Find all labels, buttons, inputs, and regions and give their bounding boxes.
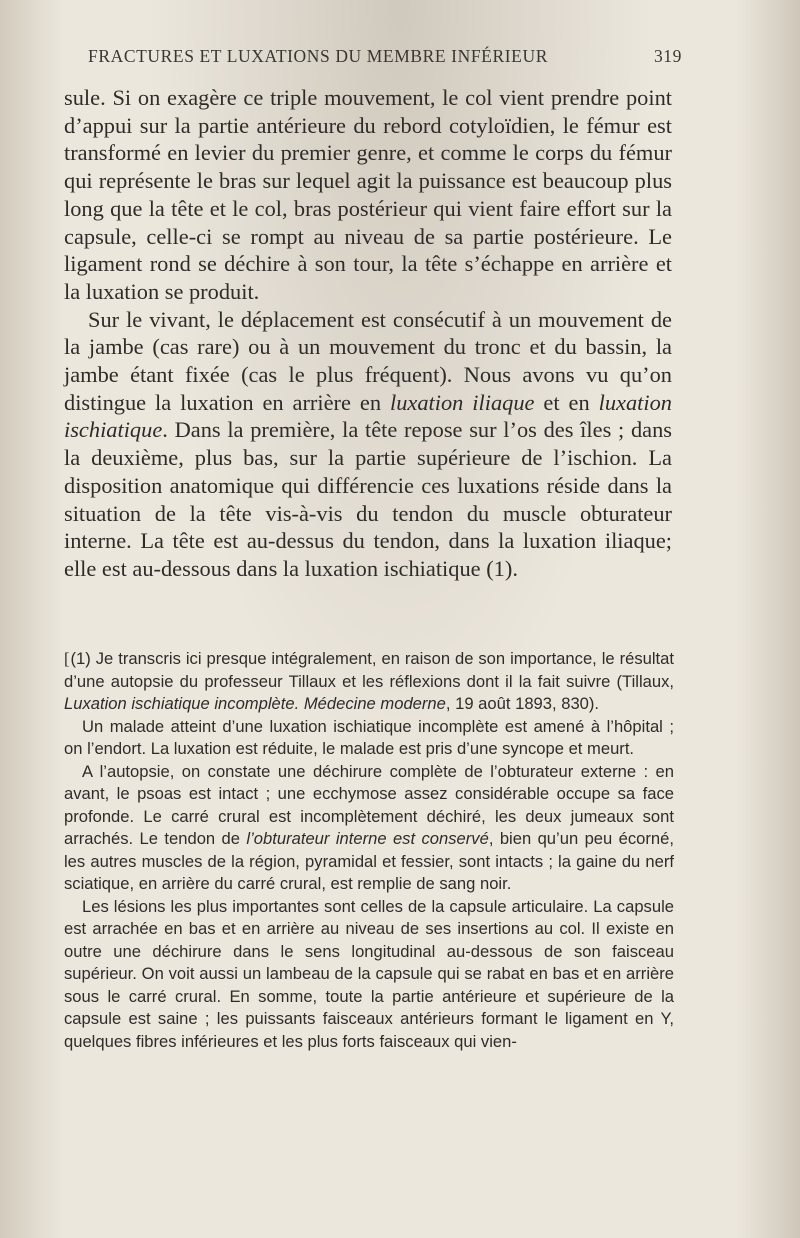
paragraph-2-part-b: et en [534, 389, 599, 415]
footnote-citation: Luxation ischiatique incomplète. Médecine moderne [64, 694, 446, 713]
footnote-paragraph-3 [64, 761, 674, 896]
footnote-1 [64, 648, 674, 716]
paragraph-2-part-c: . Dans la première, la tête repose sur l’os des îles ; dans la deuxième, plus bas, sur la partie supérieure de l’ischion. La disposition anatomique qui différencie ces luxations réside dans la situation de la tête vis-à-vis du tendon du muscle obturateur interne. La tête est au-dessus du tendon, dans la luxation iliaque; elle est au-dessous dans la luxation ischiatique (1). [64, 417, 672, 581]
footnote-3-part-b: , bien qu’un peu écorné, les autres muscles de la région, pyramidal et fessier, sont intacts ; la gaine du nerf sciatique, en arrière du carré crural, est remplie de sang noir. [64, 829, 674, 893]
paragraph-2-part-a: Sur le vivant, le déplacement est consécutif à un mouvement de la jambe (cas rare) ou à un mouvement du tronc et du bassin, la jambe étant fixée (cas le plus fréquent). Nous avons vu qu’on distingue la luxation en arrière en [64, 306, 672, 415]
footnote-bracket: [ [64, 649, 70, 668]
footnote-emphasis: l’obturateur interne est conservé [246, 829, 489, 848]
running-header [88, 46, 682, 67]
footnote-1-part-a: (1) Je transcris ici presque intégralement, en raison de son importance, le résultat d’une autopsie du professeur Tillaux et les réflexions dont il la fait suivre (Tillaux, [64, 649, 674, 691]
running-title: FRACTURES ET LUXATIONS DU MEMBRE INFÉRIEUR [88, 46, 548, 66]
paragraph-1: sule. Si on exagère ce triple mouvement, le col vient prendre point d’appui sur la partie antérieure du rebord cotyloïdien, le fémur est transformé en levier du premier genre, et comme le corps du fémur qui représente le bras sur lequel agit la puissance est beaucoup plus long que la tête et le col, bras postérieur qui vient faire effort sur la capsule, celle-ci se rompt au niveau de sa partie postérieure. Le ligament rond se déchire à son tour, la tête s’échappe en arrière et la luxation se produit. [64, 85, 672, 304]
footnote-1-part-b: , 19 août 1893, 830). [445, 694, 600, 713]
term-luxation-iliaque: luxation iliaque [389, 389, 535, 415]
main-text [64, 84, 672, 583]
page-number: 319 [653, 46, 682, 66]
paragraph-2 [64, 306, 672, 583]
footnote-block [64, 648, 674, 1053]
term-luxation-ischiatique: luxation ischiatique [64, 389, 672, 443]
footnote-3-part-a: A l’autopsie, on constate une déchirure complète de l’obturateur externe : en avant, le psoas est intact ; une ecchymose assez considérable occupe sa face profonde. Le carré crural est incomplètement déchiré, les deux jumeaux sont arrachés. Le tendon de [64, 761, 674, 848]
footnote-paragraph-4: Les lésions les plus importantes sont celles de la capsule articulaire. La capsule est arrachée en bas et en arrière au niveau de ses insertions au col. Il existe en outre une déchirure dans le sens longitudinal au-dessous de son faisceau supérieur. On voit aussi un lambeau de la capsule qui se rabat en bas et en arrière sous le carré crural. En somme, toute la partie antérieure et supérieure de la capsule est saine ; les puissants faisceaux antérieurs formant le ligament en Y, quelques fibres inférieures et les plus forts faisceaux qui vien- [64, 896, 674, 1051]
footnote-paragraph-2: Un malade atteint d’une luxation ischiatique incomplète est amené à l’hôpital ; on l’endort. La luxation est réduite, le malade est pris d’une syncope et meurt. [64, 716, 674, 758]
